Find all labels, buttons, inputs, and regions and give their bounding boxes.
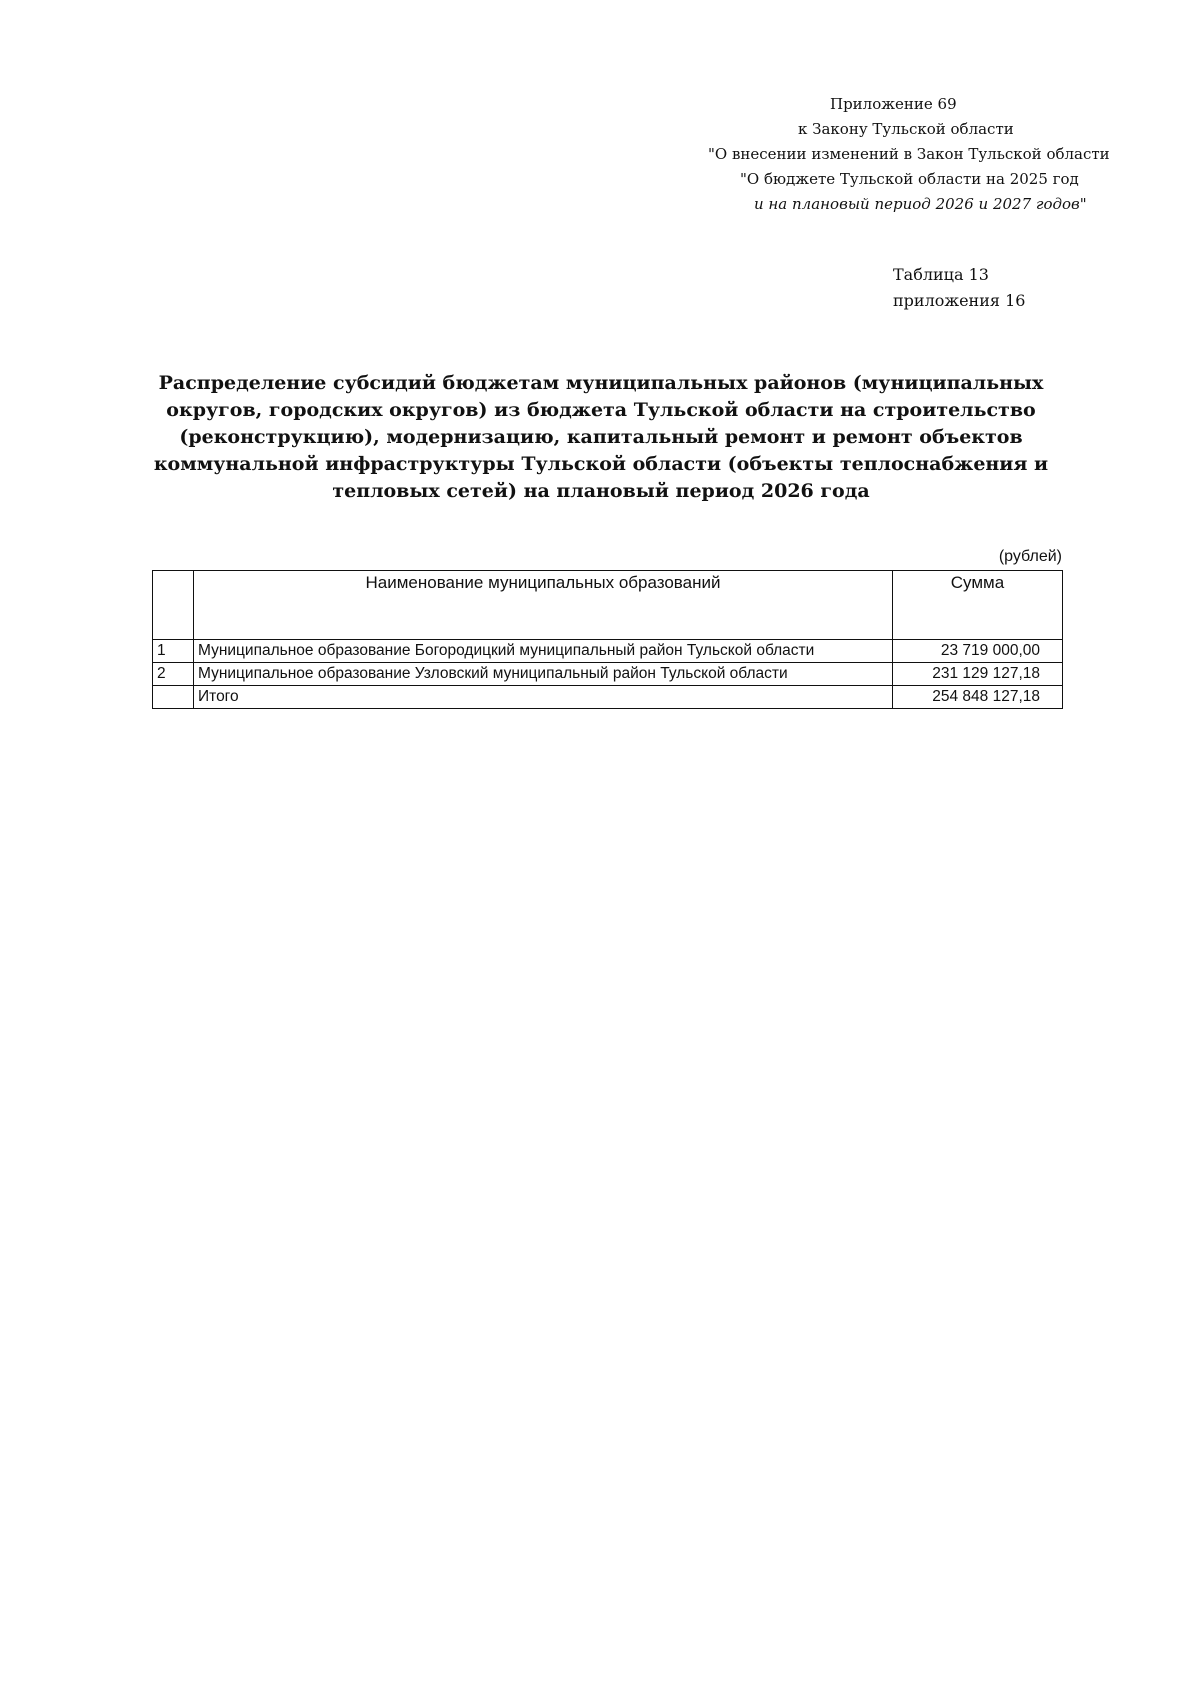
annex-law-ref: к Закону Тульской области [798, 120, 1014, 138]
total-number [153, 686, 194, 709]
header-sum: Сумма [893, 571, 1063, 640]
row-number: 1 [153, 640, 194, 663]
annex-planning-period: и на плановый период 2026 и 2027 годов" [754, 195, 1087, 213]
table-row [153, 663, 1063, 686]
table-header-row [153, 571, 1063, 640]
table-number: Таблица 13 [893, 265, 989, 284]
appendix-number: приложения 16 [893, 291, 1026, 310]
document-title: Распределение субсидий бюджетам муниципальных районов (муниципальных округов, городских округов) из бюджета Тульской области на строительство (реконструкцию), модернизацию, капитальный ремонт и ремонт объектов коммунальной инфраструктуры Тульской области (объекты теплоснабжения и тепловых сетей) на плановый период 2026 года [153, 372, 1049, 502]
annex-header [690, 92, 1110, 217]
row-name: Муниципальное образование Богородицкий муниципальный район Тульской области [194, 640, 893, 663]
row-sum: 23 719 000,00 [893, 640, 1063, 663]
total-label: Итого [194, 686, 893, 709]
row-name: Муниципальное образование Узловский муниципальный район Тульской области [194, 663, 893, 686]
table-reference [893, 262, 1025, 314]
total-sum: 254 848 127,18 [893, 686, 1063, 709]
annex-amendment-title: "О внесении изменений в Закон Тульской области [708, 145, 1110, 163]
annex-budget-title: "О бюджете Тульской области на 2025 год [740, 170, 1079, 188]
annex-number: Приложение 69 [830, 95, 957, 113]
header-name: Наименование муниципальных образований [194, 571, 893, 640]
subsidy-table [152, 570, 1063, 709]
row-sum: 231 129 127,18 [893, 663, 1063, 686]
table-total-row [153, 686, 1063, 709]
header-number [153, 571, 194, 640]
table-row [153, 640, 1063, 663]
units-label: (рублей) [998, 548, 1062, 565]
row-number: 2 [153, 663, 194, 686]
